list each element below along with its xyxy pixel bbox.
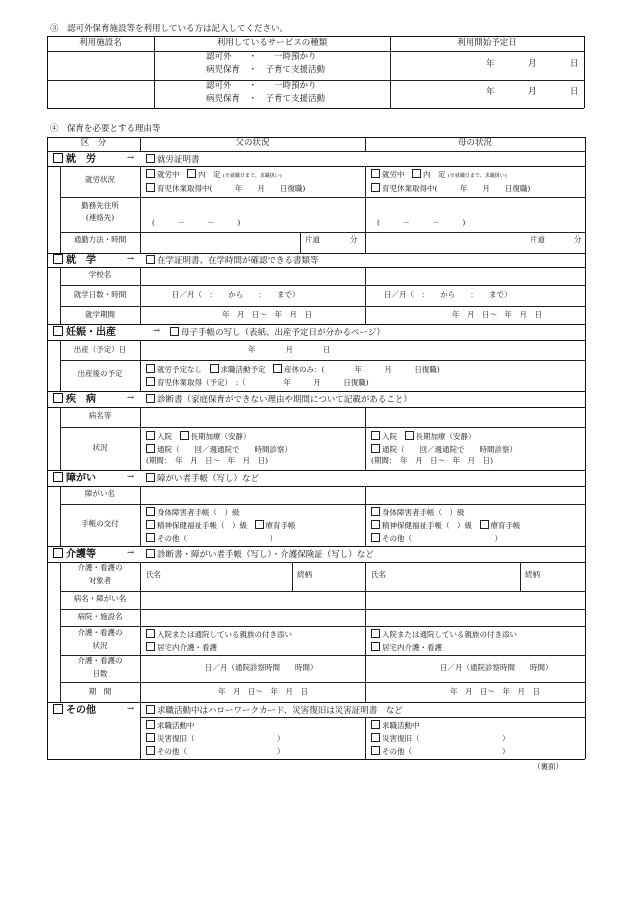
work-checkbox[interactable] [53,153,63,163]
care-period-label: 期 間 [88,687,112,696]
illness-status-label: 状況 [92,443,108,452]
other-doc-checkbox[interactable] [146,705,155,714]
arrow-icon: → [127,548,135,558]
care-mother-status-line2[interactable]: 居宅内介護・看護 [371,642,442,653]
checkbox[interactable] [371,169,380,178]
arrow-icon: → [127,393,135,403]
work-office-label2: (連絡先) [85,213,115,222]
illness-doc-checkbox[interactable] [146,394,155,403]
disability-mother-line2[interactable]: 精神保健福祉手帳（ ）級 療育手帳 [371,520,521,531]
illness-name-label: 病名等 [88,411,112,420]
date-month-label: 月 [528,59,537,69]
date-year-label: 年 [486,87,495,97]
study-checkbox[interactable] [53,254,63,264]
work-phone-mother[interactable]: ( － － ) [377,218,466,227]
care-status-label2: 状況 [92,641,108,650]
service-option-line1[interactable]: 認可外 ・ 一時預かり [206,81,317,91]
checkbox[interactable] [187,169,196,178]
col-header-category: 区 分 [80,138,107,148]
service-option-line2[interactable]: 病児保育 ・ 子育て支援活動 [206,94,326,104]
checkbox[interactable] [146,533,155,542]
study-doc-row[interactable] [146,255,319,267]
section4-heading: ④ 保育を必要とする理由等 [50,124,161,134]
illness-father-line1[interactable]: 入院 長期加療（安静） [146,431,251,442]
pregnancy-due-value[interactable]: 年 月 日 [248,345,331,354]
disability-doc-row[interactable] [146,473,259,485]
pregnancy-doc-row[interactable] [170,327,385,339]
checkbox[interactable] [146,720,155,729]
pregnancy-after-line1[interactable]: 就労予定なし 求職活動予定 産休のみ：( 年 月 日復職) [146,364,440,375]
disability-father-line2[interactable]: 精神保健福祉手帳（ ）級 療育手帳 [146,520,296,531]
study-period-mother[interactable]: 年 月 日～ 年 月 日 [452,310,542,319]
checkbox[interactable] [210,364,219,373]
checkbox[interactable] [412,169,421,178]
service-option-line2[interactable]: 病児保育 ・ 子育て支援活動 [206,65,326,75]
pregnancy-doc-label: 母子手帳の写し（表紙、出産予定日が分かるページ） [181,328,385,338]
work-office-label: 勤務先住所 [81,201,119,210]
work-commute-label: 通勤方法・時間 [73,235,127,244]
checkbox[interactable] [146,507,155,516]
disability-book-label: 手帳の交付 [81,519,119,528]
checkbox[interactable] [146,746,155,755]
service-option-line1[interactable]: 認可外 ・ 一時預かり [206,52,317,62]
other-checkbox[interactable] [53,704,63,714]
other-father-line1[interactable]: 求職活動中 [146,720,195,731]
care-status-label: 介護・看護の [77,628,123,637]
illness-checkbox[interactable] [53,393,63,403]
work-title-row[interactable] [53,153,96,166]
col-header-mother: 母の状況 [457,138,492,148]
work-status-father-line1[interactable]: 就労中 内 定 (※就職日まで、求職扱い) [146,169,282,180]
work-oneway-mother: 片道 [530,235,545,244]
pregnancy-due-label: 出産（予定）日 [73,345,127,354]
other-father-line3[interactable]: その他（ ） [146,746,285,757]
work-oneway-father: 片道 [305,235,320,244]
checkbox[interactable] [405,431,414,440]
checkbox[interactable] [371,629,380,638]
checkbox[interactable] [146,733,155,742]
work-minutes-mother: 分 [574,235,582,244]
checkbox[interactable] [371,746,380,755]
disability-doc-label: 障がい者手帳（写し）など [157,474,260,484]
checkbox[interactable] [146,364,155,373]
illness-mother-line1[interactable]: 入院 長期加療（安静） [371,431,476,442]
care-father-status-line1[interactable]: 入院または通院している親族の付き添い [146,629,292,640]
care-period-father[interactable]: 年 月 日～ 年 月 日 [218,687,308,696]
header-facility: 利用施設名 [79,38,122,48]
study-days-label: 就学日数・時間 [73,290,127,299]
care-period-mother[interactable]: 年 月 日～ 年 月 日 [450,687,540,696]
care-doc-checkbox[interactable] [146,549,155,558]
disability-name-label: 障がい名 [85,489,115,498]
disability-mother-line1[interactable]: 身体障害者手帳（ ）級 [371,507,465,518]
care-days-father[interactable]: 日／月（通院診察時間 時間） [205,663,318,672]
pregnancy-title: 妊娠・出産 [66,327,116,338]
care-hospital-label: 病院・施設名 [77,612,123,621]
checkbox[interactable] [146,520,155,529]
arrow-icon: → [127,153,135,163]
col-header-father: 父の状況 [235,138,270,148]
pregnancy-doc-checkbox[interactable] [170,327,179,336]
study-school-label: 学校名 [88,270,112,279]
study-days-mother[interactable]: 日／月（ ： から ： まで） [384,290,512,299]
care-checkbox[interactable] [53,548,63,558]
care-title: 介護等 [66,549,96,560]
section3-heading: ③ 認可外保育施設等を利用している方は記入してください。 [50,24,289,34]
disability-title: 障がい [66,473,96,484]
illness-doc-row[interactable] [146,394,412,406]
date-month-label: 月 [528,87,537,97]
date-year-label: 年 [486,59,495,69]
checkbox[interactable] [371,520,380,529]
pregnancy-title-row[interactable] [53,326,116,339]
checkbox[interactable] [146,431,155,440]
checkbox[interactable] [255,520,264,529]
care-target-label2: 対象者 [88,576,112,585]
other-doc-label: 求職活動中はハローワークカード、災害復旧は災害証明書 など [157,706,403,716]
header-service: 利用しているサービスの種類 [216,38,328,48]
checkbox[interactable] [180,431,189,440]
checkbox[interactable] [371,444,380,453]
care-mother-relation-label: 続柄 [525,570,540,579]
care-title-row[interactable] [53,548,96,561]
care-days-mother[interactable]: 日／月（通院診察時間 時間） [440,663,553,672]
checkbox[interactable] [371,507,380,516]
illness-mother-line3[interactable]: (期間： 年 月 日～ 年 月 日) [371,456,494,465]
work-minutes-father: 分 [350,235,358,244]
other-mother-line1[interactable]: 求職活動中 [371,720,420,731]
care-disease-label: 病名・障がい名 [73,594,127,603]
work-status-mother-line1[interactable]: 就労中 内 定 (※就職日まで、求職扱い) [371,169,507,180]
disability-doc-checkbox[interactable] [146,473,155,482]
checkbox[interactable] [146,444,155,453]
care-father-name-label: 氏名 [146,570,161,579]
other-title-row[interactable] [53,704,96,717]
study-doc-checkbox[interactable] [146,255,155,264]
pregnancy-after-line2[interactable]: 育児休業取得（予定） :（ 年 月 日復職) [146,377,369,388]
illness-title: 疾 病 [66,394,96,405]
illness-father-line2[interactable]: 通院（ 回／週通院で 時間診察） [146,444,292,455]
checkbox[interactable] [273,364,282,373]
care-father-status-line2[interactable]: 居宅内介護・看護 [146,642,217,653]
illness-mother-line2[interactable]: 通院（ 回／週通院で 時間診察） [371,444,517,455]
study-title-row[interactable] [53,254,96,267]
study-days-father[interactable]: 日／月（ ： から ： まで） [172,290,300,299]
page-footer-back: （裏面） [533,762,563,771]
work-status-label: 就労状況 [85,175,115,184]
checkbox[interactable] [146,642,155,651]
checkbox[interactable] [371,642,380,651]
checkbox[interactable] [146,169,155,178]
arrow-icon: → [127,254,135,264]
study-period-father[interactable]: 年 月 日～ 年 月 日 [222,310,312,319]
arrow-icon: → [127,704,135,714]
work-title: 就 労 [66,154,96,165]
header-start-date: 利用開始予定日 [457,38,517,48]
checkbox[interactable] [146,377,155,386]
disability-title-row[interactable] [53,472,96,485]
other-doc-row[interactable] [146,705,403,717]
illness-title-row[interactable] [53,393,96,406]
disability-father-line3[interactable]: その他（ ） [146,533,277,544]
study-doc-label: 在学証明書、在学時間が確認できる書類等 [157,256,319,266]
care-target-label: 介護・看護の [77,563,123,572]
work-status-mother-line2[interactable]: 育児休業取得中( 年 月 日復職) [371,183,530,194]
disability-mother-line3[interactable]: その他（ ） [371,533,502,544]
illness-father-line3[interactable]: (期間： 年 月 日～ 年 月 日) [146,456,269,465]
checkbox[interactable] [146,629,155,638]
care-doc-label: 診断書・障がい者手帳（写し）・介護保険証（写し）など [157,550,374,560]
checkbox[interactable] [371,720,380,729]
checkbox[interactable] [371,733,380,742]
work-status-father-line2[interactable]: 育児休業取得中( 年 月 日復職) [146,183,305,194]
checkbox[interactable] [371,431,380,440]
other-mother-line2[interactable]: 災害復旧（ ） [371,733,510,744]
checkbox[interactable] [371,183,380,192]
other-title: その他 [66,705,96,716]
pregnancy-after-label: 出産後の予定 [77,369,123,378]
work-doc-checkbox[interactable] [146,154,155,163]
care-mother-status-line1[interactable]: 入院または通院している親族の付き添い [371,629,517,640]
other-mother-line3[interactable]: その他（ ） [371,746,510,757]
pregnancy-checkbox[interactable] [53,326,63,336]
care-days-label2: 日数 [92,669,108,678]
care-mother-name-label: 氏名 [371,570,386,579]
care-doc-row[interactable] [146,549,374,561]
checkbox[interactable] [480,520,489,529]
checkbox[interactable] [371,533,380,542]
date-day-label: 日 [570,87,579,97]
disability-father-line1[interactable]: 身体障害者手帳（ ）級 [146,507,240,518]
care-father-relation-label: 続柄 [297,570,312,579]
care-days-label: 介護・看護の [77,656,123,665]
arrow-icon: → [153,326,161,336]
disability-checkbox[interactable] [53,472,63,482]
work-doc-label: 就労証明書 [157,155,200,165]
arrow-icon: → [127,472,135,482]
work-phone-father[interactable]: ( － － ) [152,218,241,227]
date-day-label: 日 [570,59,579,69]
study-period-label: 就学期間 [85,310,115,319]
other-father-line2[interactable]: 災害復旧（ ） [146,733,285,744]
study-title: 就 学 [66,255,96,266]
work-doc-row[interactable] [146,154,200,166]
checkbox[interactable] [146,183,155,192]
illness-doc-label: 診断書（家庭保育ができない理由や期間について記載があること） [157,395,412,405]
